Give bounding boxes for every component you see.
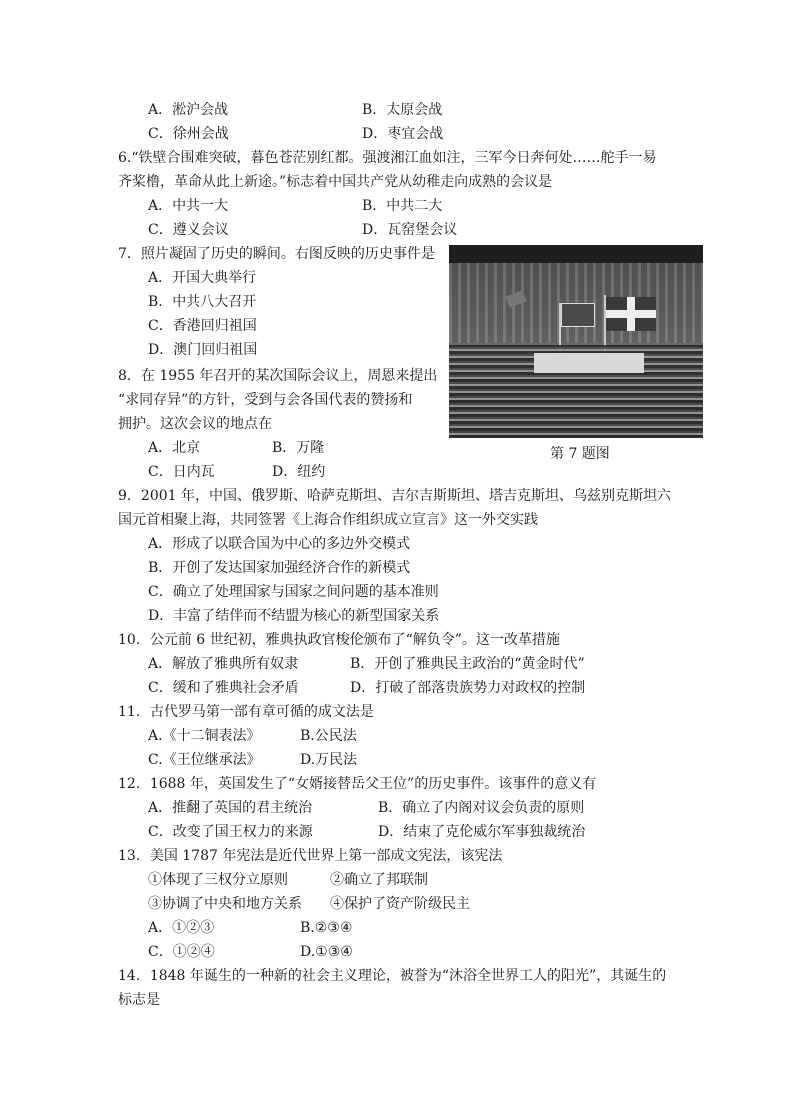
q5-option-a: A．淞沪会战 — [148, 102, 229, 118]
q9-option-c: C．确立了处理国家与国家之间问题的基本准则 — [148, 584, 439, 600]
photo-flag — [606, 297, 656, 331]
q9-option-a: A．形成了以联合国为中心的多边外交模式 — [148, 536, 411, 552]
q13-option-c: C．①②④ — [148, 944, 215, 960]
q5-option-b: B．太原会战 — [362, 102, 443, 118]
q12-option-b: B．确立了内阁对议会负责的原则 — [378, 800, 585, 816]
q9-option-b: B．开创了发达国家加强经济合作的新模式 — [148, 560, 411, 576]
q11-option-b: B.公民法 — [300, 728, 357, 744]
q5-option-d: D．枣宜会战 — [362, 126, 444, 142]
q6-option-d: D．瓦窑堡会议 — [362, 222, 458, 238]
q8-option-d: D．纽约 — [272, 464, 326, 480]
q6-option-b: B．中共二大 — [362, 198, 443, 214]
q8-option-a: A．北京 — [148, 440, 201, 456]
q13-statement-2: ②确立了邦联制 — [330, 872, 428, 888]
q8-option-c: C．日内瓦 — [148, 464, 215, 480]
q10-option-c: C．缓和了雅典社会矛盾 — [148, 680, 299, 696]
q9-option-d: D．丰富了结伴而不结盟为核心的新型国家关系 — [148, 608, 440, 624]
q12-option-d: D．结束了克伦威尔军事独裁统治 — [378, 824, 586, 840]
q8-stem-line2: “求同存异”的方针，受到与会各国代表的赞扬和 — [118, 392, 413, 408]
q9-stem-line2: 国元首相聚上海，共同签署《上海合作组织成立宣言》这一外交实践 — [118, 512, 538, 528]
photo-stage — [534, 353, 644, 373]
q9-stem-line1: 9．2001 年，中国、俄罗斯、哈萨克斯坦、吉尔吉斯斯坦、塔吉克斯坦、乌兹别克斯坦六 — [118, 488, 671, 504]
q6-stem-line1: 6.“铁壁合围难突破，暮色苍茫别红都。强渡湘江血如注，三军今日奔何处……舵手一易 — [118, 150, 657, 166]
q13-statement-4: ④保护了资产阶级民主 — [330, 896, 470, 912]
q7-photo — [449, 245, 703, 438]
q7-option-d: D．澳门回归祖国 — [148, 342, 258, 358]
q8-stem-line1: 8．在 1955 年召开的某次国际会议上，周恩来提出 — [118, 368, 438, 384]
photo-flag — [561, 303, 595, 327]
photo-roof — [449, 245, 703, 263]
q10-stem: 10．公元前 6 世纪初，雅典执政官梭伦颁布了“解负令”。这一改革措施 — [118, 632, 560, 648]
q11-option-c: C.《王位继承法》 — [148, 752, 261, 768]
q7-option-c: C．香港回归祖国 — [148, 318, 257, 334]
q11-stem: 11．古代罗马第一部有章可循的成文法是 — [118, 704, 374, 720]
q13-stem: 13．美国 1787 年宪法是近代世界上第一部成文宪法，该宪法 — [118, 848, 503, 864]
q12-stem: 12．1688 年，英国发生了“女婿接替岳父王位”的历史事件。该事件的意义有 — [118, 776, 597, 792]
q8-stem-line3: 拥护。这次会议的地点在 — [118, 416, 272, 432]
q6-option-c: C．遵义会议 — [148, 222, 229, 238]
q7-option-a: A．开国大典举行 — [148, 270, 257, 286]
q14-stem-line1: 14．1848 年诞生的一种新的社会主义理论，被誉为“沐浴全世界工人的阳光”，其诞生的 — [118, 968, 667, 984]
q13-option-d: D.①③④ — [300, 944, 353, 960]
q8-option-b: B．万隆 — [272, 440, 325, 456]
q12-option-a: A．推翻了英国的君主统治 — [148, 800, 313, 816]
q10-option-d: D．打破了部落贵族势力对政权的控制 — [350, 680, 586, 696]
q5-option-c: C．徐州会战 — [148, 126, 229, 142]
q6-stem-line2: 齐桨橹，革命从此上新途。”标志着中国共产党从幼稚走向成熟的会议是 — [118, 174, 553, 190]
q7-figure-caption: 第 7 题图 — [550, 446, 610, 462]
q13-option-b: B.②③④ — [300, 920, 353, 936]
q10-option-a: A．解放了雅典所有奴隶 — [148, 656, 299, 672]
q13-option-a: A．①②③ — [148, 920, 215, 936]
q7-option-b: B．中共八大召开 — [148, 294, 257, 310]
q13-statement-3: ③协调了中央和地方关系 — [148, 896, 302, 912]
q11-option-a: A.《十二铜表法》 — [148, 728, 261, 744]
q6-option-a: A．中共一大 — [148, 198, 229, 214]
q14-stem-line2: 标志是 — [118, 992, 160, 1008]
q7-stem: 7．照片凝固了历史的瞬间。右图反映的历史事件是 — [118, 246, 435, 262]
q11-option-d: D.万民法 — [300, 752, 358, 768]
q12-option-c: C．改变了国王权力的来源 — [148, 824, 313, 840]
q13-statement-1: ①体现了三权分立原则 — [148, 872, 288, 888]
q10-option-b: B．开创了雅典民主政治的“黄金时代” — [350, 656, 585, 672]
